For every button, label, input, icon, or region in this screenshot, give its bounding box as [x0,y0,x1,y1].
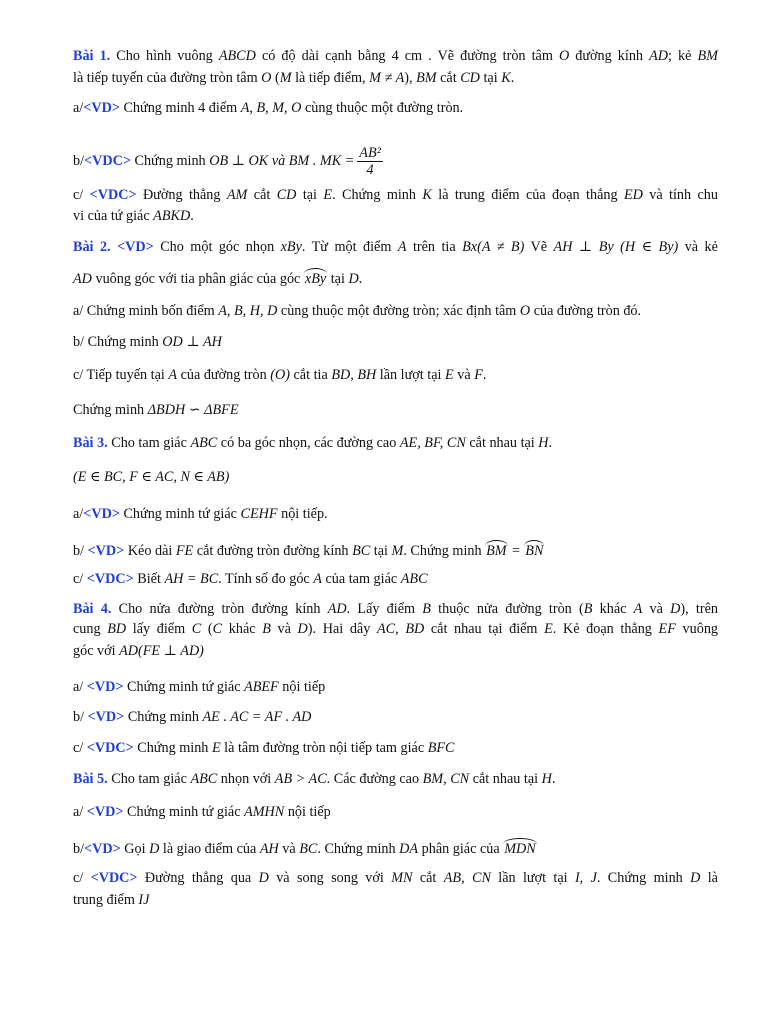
math-expr: AE, BF, CN [399,435,466,451]
math-expr: EF [658,621,676,637]
math-expr: FE [175,543,194,559]
text-run: . Chứng minh [596,870,691,886]
text-run: và [278,841,300,857]
text-run: nhọn với [217,771,275,787]
math-expr: E [544,621,553,637]
math-expr: và [268,152,289,169]
text-run: ). Hai dây [307,621,377,637]
math-expr: ΔBDH ∽ ΔBFE [147,402,239,418]
text-run: . [482,367,487,383]
text-line [73,838,718,858]
math-expr: D [297,621,308,637]
label-tag: <VD> [83,506,120,522]
math-expr: ABC [190,771,218,787]
text-run: . Chứng minh [332,187,423,203]
label-tag: <VD> [83,100,120,116]
text-line [73,99,718,117]
text-run: có ba góc nhọn, các đường cao [217,435,400,451]
math-expr: BM [697,48,718,64]
math-expr: MN [391,870,413,886]
label-tag: <VDC> [90,870,138,886]
math-expr: H [541,771,552,787]
math-expr: D [690,870,701,886]
text-run: Chứng minh [73,402,148,418]
math-expr: B [262,621,271,637]
text-run: đường kính [569,48,650,64]
text-line [73,739,718,757]
math-expr: F [474,367,483,383]
math-expr: BD [107,621,127,637]
math-expr: ABKD [153,208,191,224]
text-run: cung [73,621,108,637]
text-line [73,366,718,384]
text-run: . [510,70,515,86]
label-tag: <VDC> [86,740,134,756]
text-run: vi của tứ giác [73,208,154,224]
text-run: b/ [73,841,85,857]
text-run: cùng thuộc một đường tròn. [301,100,464,116]
math-expr: BC [299,841,318,857]
math-expr: BM [416,70,437,86]
math-expr: OD ⊥ AH [162,334,222,350]
math-expr: AH ⊥ By (H ∈ By) [553,239,679,255]
text-line [73,540,718,560]
text-run: c/ [73,187,90,203]
math-expr: D [348,271,359,287]
text-run: và [270,621,298,637]
text-run: Chứng minh tứ giác [123,804,245,820]
text-run: a/ [73,506,84,522]
text-run: . Các đường cao [326,771,423,787]
text-line [73,47,718,65]
text-run: Chứng minh 4 điểm [119,100,241,116]
text-run: và song song với [268,870,392,886]
text-run: Biết [133,571,165,587]
math-expr: BD, BH [331,367,377,383]
text-run: ), trên [680,601,718,617]
label-tag: <VDC> [89,187,137,203]
math-expr: BM, CN [422,771,470,787]
math-expr: B [583,601,593,617]
label-tag: <VD> [84,841,121,857]
math-expr: xBy [280,239,302,255]
text-run: . [190,208,194,224]
text-run: b/ [73,709,88,725]
text-run: . Chứng minh [403,543,486,559]
text-run: và kẻ [678,239,718,255]
text-run: ), [404,70,417,86]
text-run: ( [201,621,213,637]
math-expr: M [391,543,404,559]
text-run: cắt nhau tại điểm [424,621,545,637]
text-run: b/ [73,543,88,559]
math-expr: A, B, H, D [218,303,278,319]
text-run: Cho hình vuông [110,48,219,64]
text-run: lần lượt tại [490,870,575,886]
math-expr: ABC [400,571,428,587]
text-run: cắt nhau tại [469,771,542,787]
math-expr: O [519,303,531,319]
text-run: là tiếp tuyến của đường tròn tâm [73,70,262,86]
text-run: cắt [436,70,461,86]
label-tag: Bài 1. [73,48,111,64]
text-line [73,238,718,256]
text-line [73,891,718,909]
text-run: vuông [675,621,719,637]
math-expr: BC [352,543,371,559]
math-expr: AD [649,48,669,64]
math-expr: M ≠ A [369,70,405,86]
text-run: lấy điểm [126,621,192,637]
arc-notation: BM [485,540,508,560]
text-run: Cho tam giác [107,771,191,787]
text-run: Cho nửa đường tròn đường kính [111,601,328,617]
arc-notation: MDN [503,838,537,858]
text-run: . Từ một điểm [301,239,398,255]
math-expr: AB > AC [274,771,327,787]
text-run: trung điểm [73,892,139,908]
text-line [73,333,718,351]
text-line [73,708,718,726]
text-run: lần lượt tại [376,367,446,383]
text-run: và [453,367,475,383]
math-expr: B [422,601,431,617]
text-run: của đường tròn [177,367,271,383]
text-run: c/ [73,740,87,756]
text-run: . [358,271,363,287]
text-run: và [642,601,671,617]
math-expr: K [501,70,511,86]
text-line [73,468,718,486]
text-run: Cho một góc nhọn [153,239,281,255]
fraction-numerator: AB² [359,145,381,161]
text-line [73,69,718,87]
label-tag: Bài 4. [73,601,112,617]
text-run: a/ [73,804,87,820]
text-line [73,401,718,419]
text-run: cắt đường tròn đường kính [193,543,353,559]
math-expr: AC [376,621,396,637]
math-expr: DA [399,841,419,857]
label-tag: <VD> [86,804,124,820]
math-expr: AE . AC = AF . AD [202,709,312,725]
text-run: là trung điểm của đoạn thẳng [431,187,624,203]
math-expr: A [397,239,407,255]
label-tag: Bài 3. [73,435,108,451]
label-tag: <VDC> [86,571,134,587]
math-expr: BFC [427,740,455,756]
text-run: cắt [247,187,277,203]
math-expr: AMHN [244,804,285,820]
text-run: là [700,870,718,886]
math-expr: CD [460,70,480,86]
label-tag: Bài 5. [73,771,108,787]
text-run: c/ [73,870,91,886]
text-run: tại [327,271,349,287]
text-run: nội tiếp. [277,506,328,522]
math-expr: A [313,571,322,587]
math-expr: BD [405,621,425,637]
text-run: , [395,621,406,637]
text-line [73,678,718,696]
text-line [73,620,718,638]
text-run: a/ [73,100,84,116]
math-expr: A [633,601,643,617]
fraction [357,145,383,178]
label-tag: <VD> [86,679,124,695]
math-expr: IJ [138,892,150,908]
text-run: cùng thuộc một đường tròn; xác định tâm [277,303,520,319]
text-run: cắt tia [289,367,332,383]
text-run: là tâm đường tròn nội tiếp tam giác [220,740,428,756]
math-expr: E [445,367,454,383]
text-run: b/ [73,152,85,169]
math-expr: CEHF [240,506,278,522]
text-run: là giao điểm của [159,841,260,857]
math-expr: D [149,841,160,857]
text-run: Đường thẳng qua [137,870,259,886]
math-expr: K [422,187,432,203]
math-expr: CD [276,187,297,203]
math-expr: (E ∈ BC, F ∈ AC, N ∈ AB) [73,469,230,485]
label-tag: Bài 2. <VD> [73,239,154,255]
math-expr: AB, CN [443,870,491,886]
text-line [73,869,718,887]
text-run: Chứng minh tứ giác [119,506,241,522]
text-run: cắt nhau tại [465,435,539,451]
text-run: tại [296,187,324,203]
text-run: khác [222,621,263,637]
text-run: Chứng minh [124,709,203,725]
fraction-denominator: 4 [366,162,374,178]
math-expr: ABEF [244,679,279,695]
math-expr: ABCD [218,48,256,64]
math-expr: AH = BC [164,571,219,587]
math-expr: AH [259,841,279,857]
arc-notation: BN [524,540,544,560]
text-run: c/ [73,571,87,587]
text-line [73,207,718,225]
text-run: góc với [73,643,120,659]
math-expr: OB ⊥ OK [209,152,269,169]
text-run: ; kẻ [668,48,698,64]
text-run: thuộc nửa đường tròn ( [430,601,584,617]
text-run: a/ Chứng minh bốn điểm [73,303,219,319]
math-expr: E [323,187,333,203]
text-run: và tính chu [642,187,718,203]
text-run: cắt [412,870,444,886]
math-expr: ED [623,187,643,203]
text-run: Gọi [120,841,150,857]
math-expr: AM [226,187,248,203]
text-run: trên tia [406,239,463,255]
text-run: Đường thẳng [136,187,227,203]
math-expr: AD(FE ⊥ AD) [119,643,204,659]
text-run: nội tiếp [284,804,331,820]
text-line [73,434,718,452]
math-expr: E [211,740,221,756]
math-expr: C [191,621,202,637]
math-expr: BM . MK = [288,152,355,169]
text-run: là tiếp điểm, [291,70,370,86]
text-run: . [551,771,556,787]
math-expr: O [261,70,272,86]
text-run: có độ dài cạnh bằng 4 cm . Vẽ đường tròn tâm [255,48,559,64]
text-run: tại [370,543,392,559]
math-expr: Bx(A ≠ B) [462,239,525,255]
text-run: . Tính số đo góc [218,571,314,587]
text-run: vuông góc với tia phân giác của góc [91,271,304,287]
math-expr: D [258,870,269,886]
text-line [73,642,718,660]
math-expr: A, B, M, O [240,100,302,116]
text-run: Chứng minh tứ giác [123,679,245,695]
text-run: Chứng minh [130,152,210,169]
text-run: Kéo dài [124,543,176,559]
text-line [73,302,718,320]
text-run: . Kẻ đoạn thẳng [552,621,659,637]
text-run: phân giác của [418,841,504,857]
label-tag: <VDC> [84,152,131,169]
math-expr: (O) [270,367,290,383]
text-run: . Lấy điểm [346,601,423,617]
math-expr: O [558,48,570,64]
math-expr: A [168,367,178,383]
text-run: . [548,435,553,451]
text-run: Cho tam giác [107,435,191,451]
arc-notation: xBy [304,268,327,288]
label-tag: <VD> [87,543,125,559]
math-expr: H [538,435,549,451]
math-expr: AD [327,601,347,617]
math-expr: M [279,70,292,86]
math-expr: = [507,543,525,559]
text-run: Chứng minh [133,740,212,756]
math-expr: D [670,601,681,617]
text-line [73,505,718,523]
text-run: . Chứng minh [317,841,400,857]
text-run: c/ Tiếp tuyến tại [73,367,169,383]
label-tag: <VD> [87,709,125,725]
text-line [73,570,718,588]
text-line [73,186,718,204]
text-run: b/ Chứng minh [73,334,163,350]
text-run: ( [271,70,280,86]
text-line [73,770,718,788]
text-line [73,268,718,288]
text-run: tại [479,70,502,86]
text-line [73,145,718,178]
text-line [73,600,718,618]
math-expr: ABC [190,435,218,451]
math-expr: AD [73,271,92,287]
text-line [73,803,718,821]
text-run: của tam giác [321,571,401,587]
text-run: của đường tròn đó. [530,303,642,319]
text-run: khác [592,601,634,617]
text-run: nội tiếp [278,679,326,695]
text-run: Vẽ [524,239,554,255]
math-expr: C [212,621,223,637]
math-expr: I, J [574,870,597,886]
text-run: a/ [73,679,87,695]
